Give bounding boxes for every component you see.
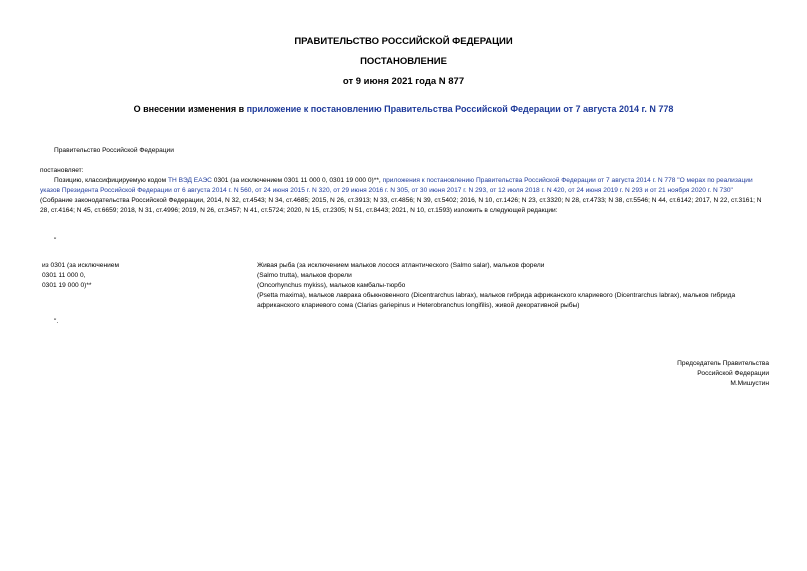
document-type: ПОСТАНОВЛЕНИЕ <box>360 56 447 67</box>
title-prefix: О внесении изменения в <box>133 104 247 114</box>
description-line: (Psetta maxima), мальков лаврака обыкновенного (Dicentrarchus labrax), мальков гибрида африканского клариевого (Dicentrarchus labrax), мальков гибрида <box>257 292 736 299</box>
document-date-number: от 9 июня 2021 года N 877 <box>342 76 465 87</box>
main-paragraph <box>40 176 765 216</box>
code-line: 0301 11 000 0, <box>42 272 86 279</box>
link-tn-ved[interactable]: ТН ВЭД ЕАЭС <box>167 177 212 184</box>
description-line: (Oncorhynchus mykiss), мальков камбалы-тюрбо <box>257 282 406 289</box>
document-title <box>0 104 807 114</box>
signature-block <box>677 359 769 389</box>
paragraph-part-1: Позицию, классифицируемую кодом <box>54 177 168 184</box>
quote-open: " <box>54 237 57 244</box>
link-appendix-778[interactable]: приложения к постановлению Правительства Российской Федерации от 7 августа 2014 г. N 778 "О мерах по реализации указов Президента Российской Федерации от 6 августа 2014 г. N 560, от 24 июня 2015 г. N 320, от 29 июня 2016 г. N 305, от 30 июня 2017 г. N 293, от 12 июля 2018 г. N 420, от 24 июня 2019 г. N 293 и от 21 ноября 2020 г. N 730" <box>40 177 753 194</box>
signature-title: Председатель Правительства <box>677 360 769 367</box>
description-line: Живая рыба (за исключением мальков лосося атлантического (Salmo salar), мальков форели <box>257 262 545 269</box>
intro-text: Правительство Российской Федерации <box>54 147 174 154</box>
code-line: 0301 19 000 0)** <box>42 282 92 289</box>
title-link-appendix[interactable]: приложение к постановлению Правительства Российской Федерации от 7 августа 2014 г. N 778 <box>246 104 674 114</box>
table-code-cell <box>42 261 242 291</box>
description-line: африканского клариевого сома (Clarias gariepinus и Heterobranchus longifilis), живой декоративной рыбы) <box>257 302 580 309</box>
paragraph-part-2: 0301 (за исключением 0301 11 000 0, 0301 19 000 0)**, <box>211 177 383 184</box>
government-heading: ПРАВИТЕЛЬСТВО РОССИЙСКОЙ ФЕДЕРАЦИИ <box>294 36 513 47</box>
table-description-cell <box>257 261 777 311</box>
paragraph-part-3: (Собрание законодательства Российской Федерации, 2014, N 32, ст.4543; N 34, ст.4685; 2015, N 26, ст.3913; N 33, ст.4856; N 39, ст.5402; 2016, N 10, ст.1426; N 23, ст.3320; N 28, ст.4733; N 38, ст.5546; N 44, ст.6142; 2017, N 22, ст.3161; N 28, ст.4164; N 45, ст.6659; 2018, N 31, ст.4996; 2019, N 26, ст.3457; N 41, ст.5724; 2020, N 15, ст.2305; N 51, ст.8443; 2021, N 10, ст.1593) изложить в следующей редакции: <box>40 197 762 214</box>
decides-text: постановляет: <box>40 167 84 174</box>
description-line: (Salmo trutta), мальков форели <box>257 272 352 279</box>
code-line: из 0301 (за исключением <box>42 262 119 269</box>
quote-close: ". <box>54 318 59 325</box>
signature-org: Российской Федерации <box>697 370 769 377</box>
signature-name: М.Мишустин <box>730 380 769 387</box>
